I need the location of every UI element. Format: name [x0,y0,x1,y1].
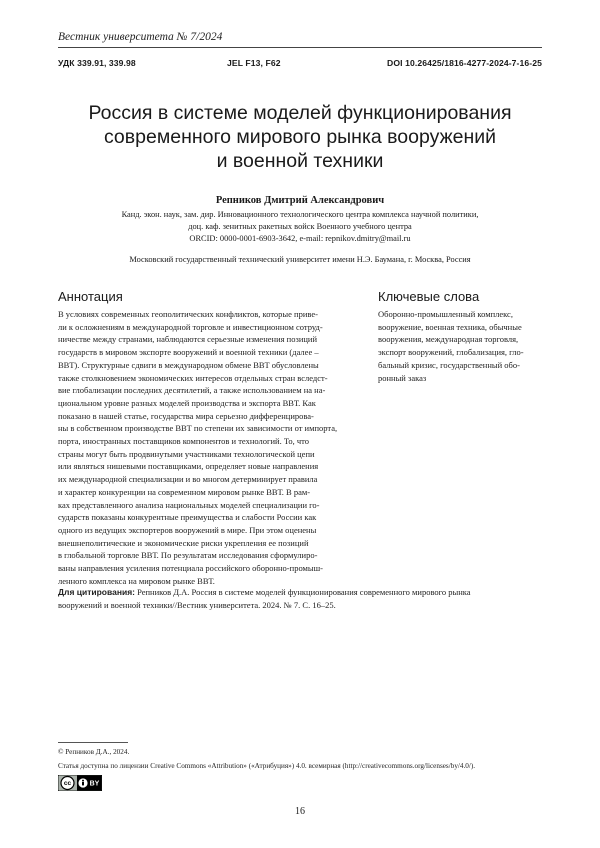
citation-text: Репников Д.А. Россия в системе моделей функционирования современного мирового рынка [135,587,471,597]
article-title [58,101,542,173]
abstract-line: ВВТ). Структурные сдвиги в международном обмене ВВТ обусловлены [58,359,319,370]
title-line: и военной техники [216,150,384,172]
header-rule [58,47,542,48]
abstract-line: или являться нишевыми поставщиками, определяет новые направления [58,461,319,472]
abstract-line: ваны направления усиления потенциала российского оборонно-промыш- [58,563,323,574]
keywords-line: бальный кризис, государственный обо- [378,359,520,370]
abstract-line: государств в мировом экспорте вооружений и военной техники (далее – [58,347,319,358]
abstract-line: ли к осложнениям в международной торговле и инвестиционном сотруд- [58,321,323,332]
abstract-line: В условиях современных геополитических конфликтов, которые приве- [58,309,318,319]
abstract-line: также столкновением экономических интересов отдельных стран вследст- [58,372,328,383]
abstract-text [58,308,358,587]
udk-code: УДК 339.91, 339.98 [58,58,136,68]
orcid-email-line[interactable]: ORCID: 0000-0001-6903-3642, e-mail: repnikov.dmitry@mail.ru [189,234,411,243]
abstract-line: их международной специализации и во многом детерминирует правила [58,474,318,485]
university: Московский государственный технический университет имени Н.Э. Баумана, г. Москва, Россия [129,255,471,264]
abstract-line: вие глобализации последних десятилетий, а также использованием на на- [58,385,326,396]
abstract-heading: Аннотация [58,289,123,304]
keywords-text [378,308,548,384]
abstract-line: страны могут быть продвинутыми участниками технологической цепи [58,448,315,459]
jel-code: JEL F13, F62 [227,58,281,68]
copyright-notice: © Репников Д.А., 2024. [58,748,130,756]
keywords-line: ронный заказ [378,372,427,383]
abstract-line: и характер конкуренции на современном мировом рынке ВВТ. В рам- [58,486,311,497]
abstract-line: ны в собственном производстве ВВТ по степени их зависимости от импорта, [58,423,338,434]
cc-mark: cc [63,780,72,788]
abstract-line: показано в нашей статье, государства мира серьезно дифференцирова- [58,410,314,421]
abstract-line: в глобальной торговле ВВТ. По результатам исследования сформулиро- [58,550,318,561]
cc-by-license-icon[interactable] [58,775,102,791]
title-line: Россия в системе моделей функционирования [88,102,512,124]
title-line: современного мирового рынка вооружений [103,126,497,148]
abstract-line: ленного комплекса на мировом рынке ВВТ. [58,575,215,586]
page-number: 16 [295,806,305,817]
abstract-line: сударств показаны конкурентные преимущества и слабости России как [58,512,317,523]
keywords-line: Оборонно-промышленный комплекс, [378,309,513,319]
by-mark: BY [89,780,100,788]
abstract-line: ках представленного анализа национальных моделей специализации го- [58,499,320,510]
abstract-line: порта, иностранных поставщиков компонентов и технологий. То, что [58,436,310,447]
keywords-line: вооружение, военная техника, обычные [378,321,522,332]
citation-block [58,586,560,611]
abstract-line: ничестве между странами, наблюдаются серьезные изменения позиций [58,334,318,345]
author-name: Репников Дмитрий Александрович [215,195,385,206]
footnote-rule [58,742,128,743]
citation-text: вооружений и военной техники//Вестник университета. 2024. № 7. С. 16–25. [58,599,336,610]
citation-label: Для цитирования: [58,587,135,597]
doi-code[interactable]: DOI 10.26425/1816-4277-2024-7-16-25 [387,58,542,68]
abstract-line: одного из ведущих экспортеров вооружений в мире. При этом оценены [58,524,317,535]
keywords-heading: Ключевые слова [378,289,480,304]
affiliation-line: доц. каф. зенитных ракетных войск Военного учебного центра [188,222,412,231]
keywords-line: вооружения, международная торговля, [378,334,519,345]
author-affiliation [58,209,542,245]
affiliation-line: Канд. экон. наук, зам. дир. Инновационного технологического центра комплекса научной политики, [121,210,479,219]
abstract-line: циональном уровне разных моделей производства и экспорта ВВТ. Как [58,397,316,408]
license-notice[interactable]: Статья доступна по лицензии Creative Commons «Attribution» («Атрибуция») 4.0. всемирная (http://creativecommons.org/licenses/by/4.0/). [58,762,476,770]
keywords-line: экспорт вооружений, глобализация, гло- [378,347,524,358]
abstract-line: внешнеполитические и экономические риски укрепления ее позиций [58,537,309,548]
journal-header: Вестник университета № 7/2024 [58,31,223,43]
